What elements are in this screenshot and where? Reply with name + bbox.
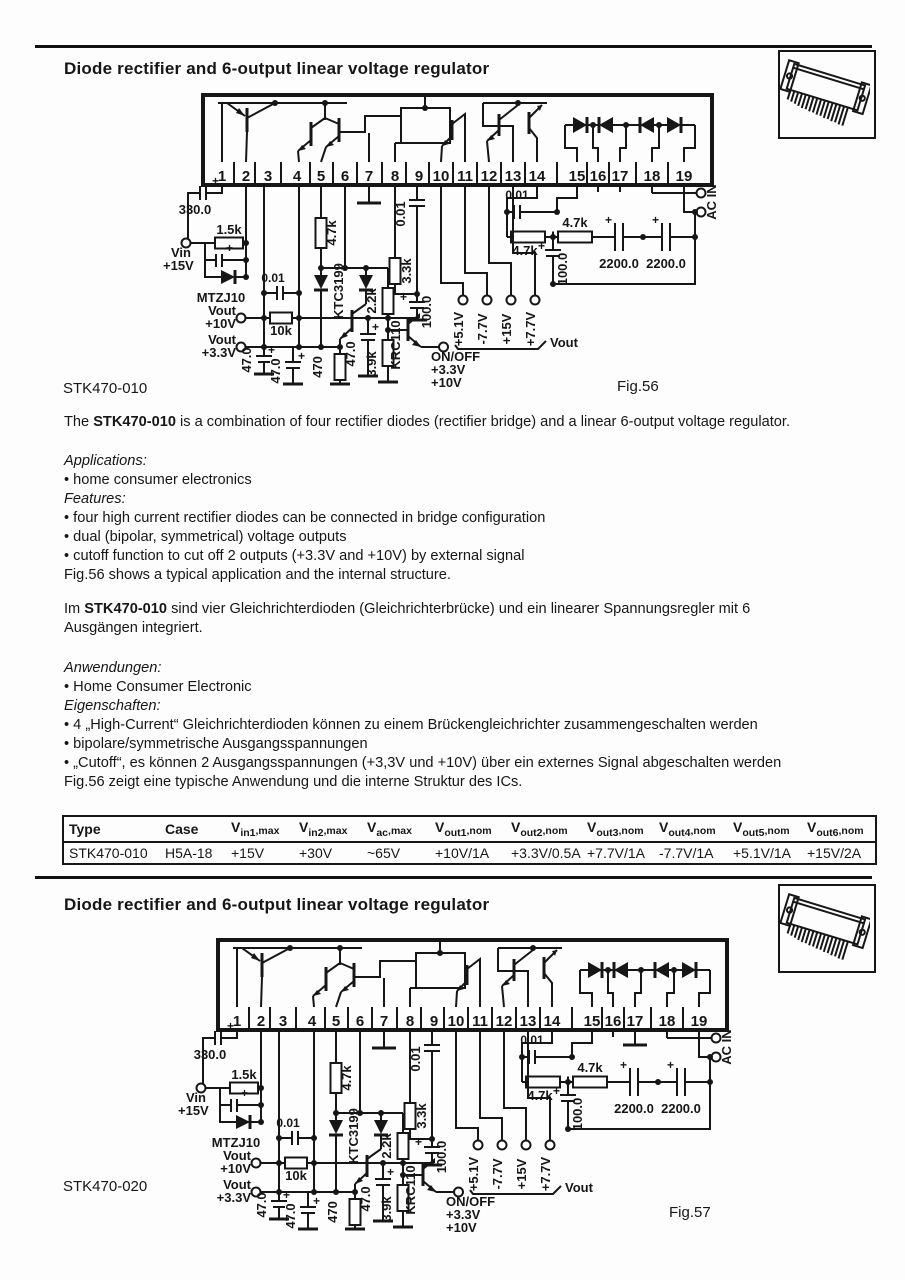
col-vin2: $V_{in2},\max$ [294,816,362,842]
list-item: Fig.56 zeigt eine typische Anwendung und die interne Struktur des ICs. [64,774,523,790]
device-label: STK470-010 [63,380,148,397]
cell-vin2: +30V [299,844,333,861]
col-vac: $V_{ac},\max$ [362,816,430,842]
cell-vin1: +15V [231,844,265,861]
para-en-rest: is a combination of four rectifier diodes (rectifier bridge) and a linear 6-output voltage regulator. [175,414,791,430]
list-english [64,452,884,585]
para-de-rest: sind vier Gleichrichterdioden (Gleichrichterbrücke) und ein linearer Spannungsregler mit 6 [167,601,751,617]
list-item: • cutoff function to cut off 2 outputs (+3.3V and +10V) by external signal [64,548,525,564]
top-rule [35,45,872,48]
col-vout1: $V_{out1},nom$ [430,816,506,842]
figure-label: Fig.57 [669,1204,711,1221]
schematic-fig56 [55,88,735,408]
para-de-model: STK470-010 [84,601,168,617]
col-case: Case [160,816,226,842]
col-vout3: $V_{out3},nom$ [582,816,654,842]
para-en-model: STK470-010 [93,414,176,430]
device-label: STK470-020 [63,1178,148,1195]
list-item: Eigenschaften: [64,698,161,714]
list-item: Features: [64,491,126,507]
cell-vout4: -7.7V/1A [659,844,714,861]
list-item: • four high current rectifier diodes can be connected in bridge configuration [64,510,546,526]
cell-vac: ~65V [367,844,401,861]
cell-type: STK470-010 [69,844,148,861]
cell-vout1: +10V/1A [435,844,490,861]
ic-package-box [778,50,876,139]
cell-vout5: +5.1V/1A [733,844,791,861]
list-item: • Home Consumer Electronic [64,679,252,695]
cell-vout6: +15V/2A [807,844,862,861]
ic-package-box-2 [778,884,876,973]
paragraph-english [64,413,884,432]
spec-table [62,815,877,865]
col-vout2: $V_{out2},nom$ [506,816,582,842]
spec-table-header-row [63,816,876,842]
col-vout6: $V_{out6},nom$ [802,816,876,842]
cell-vout3: +7.7V/1A [587,844,645,861]
section1-title: Diode rectifier and 6-output linear voltage regulator [64,59,490,78]
col-vout5: $V_{out5},nom$ [728,816,802,842]
para-en-prefix: The [64,414,94,430]
list-item: • „Cutoff“, es können 2 Ausgangsspannungen (+3,3V und +10V) über ein externes Signal abgeschalten werden [64,755,782,771]
para-de-prefix: Im [64,601,85,617]
list-item: • home consumer electronics [64,472,252,488]
paragraph-german [64,600,884,638]
col-vin1: $V_{in1},\max$ [226,816,294,842]
col-vout4: $V_{out4},nom$ [654,816,728,842]
list-german [64,659,884,792]
section2-title: Diode rectifier and 6-output linear voltage regulator [64,895,490,914]
section-divider-rule [35,876,872,879]
cell-vout2: +3.3V/0.5A [511,844,581,861]
list-item: • 4 „High-Current“ Gleichrichterdioden können zu einem Brückengleichrichter zusammengeschalten werden [64,717,758,733]
list-item: Applications: [64,453,147,469]
list-item: • bipolare/symmetrische Ausgangsspannungen [64,736,368,752]
spec-table-data-row [63,842,876,864]
figure-label: Fig.56 [617,378,659,395]
cell-case: H5A-18 [165,844,213,861]
list-item: • dual (bipolar, symmetrical) voltage outputs [64,529,347,545]
list-item: Fig.56 shows a typical application and the internal structure. [64,567,451,583]
list-item: Anwendungen: [64,660,162,676]
para-de-line2: Ausgängen integriert. [64,620,203,636]
schematic-fig57 [55,933,750,1280]
ic-package-icon [780,886,870,967]
ic-package-icon [780,52,870,133]
col-type: Type [63,816,160,842]
